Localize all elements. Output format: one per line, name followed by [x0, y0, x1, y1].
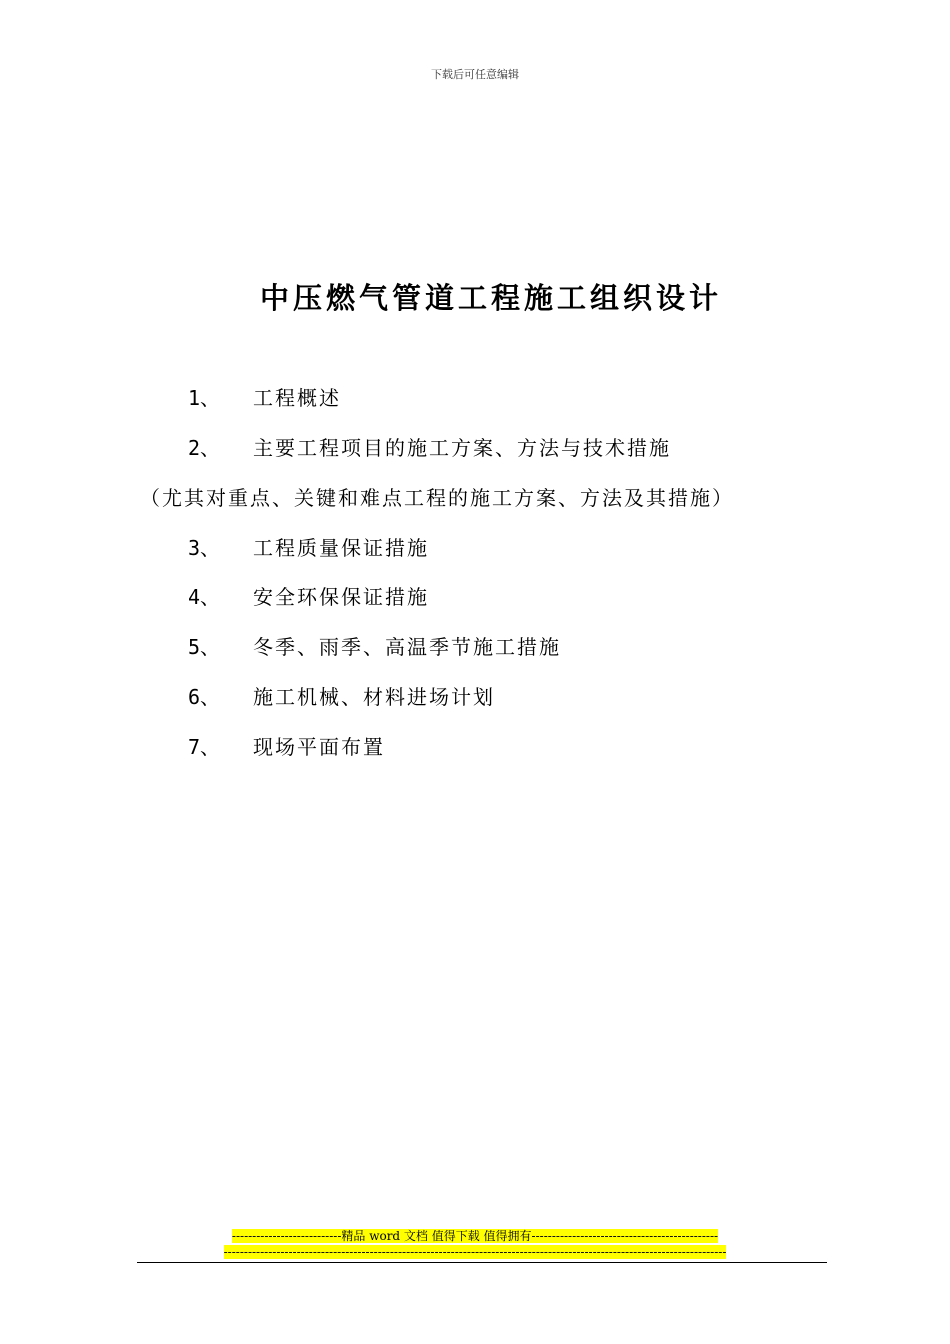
toc-item-text: 冬季、雨季、高温季节施工措施	[253, 635, 561, 659]
toc-item-2-note: （尤其对重点、关键和难点工程的施工方案、方法及其措施）	[140, 486, 734, 510]
toc-item-number: 4、	[188, 585, 221, 609]
footer-divider	[137, 1262, 827, 1263]
header-note: 下载后可任意编辑	[431, 68, 519, 81]
toc-item-number: 7、	[188, 735, 221, 759]
document-title: 中压燃气管道工程施工组织设计	[260, 281, 723, 315]
toc-item-number: 3、	[188, 536, 221, 560]
toc-item-text: 工程质量保证措施	[253, 536, 429, 560]
toc-item-number: 1、	[188, 386, 221, 410]
toc-item-text: 主要工程项目的施工方案、方法与技术措施	[253, 436, 671, 460]
footer-banner-line-2	[0, 1245, 950, 1260]
footer-banner-dashes: ----------------------------------------------------------------------------------------------------------------------------	[223, 1245, 727, 1259]
footer-banner-text: ---------------------------精品 word 文档 值得下载 值得拥有----------------------------------------------	[231, 1229, 719, 1243]
toc-item-text: 安全环保保证措施	[253, 585, 429, 609]
toc-item-number: 2、	[188, 436, 221, 460]
footer-banner-line-1	[0, 1229, 950, 1244]
toc-item-number: 5、	[188, 635, 221, 659]
toc-item-number: 6、	[188, 685, 221, 709]
toc-item-text: 工程概述	[253, 386, 341, 410]
toc-item-text: 现场平面布置	[253, 735, 385, 759]
toc-item-text: 施工机械、材料进场计划	[253, 685, 495, 709]
